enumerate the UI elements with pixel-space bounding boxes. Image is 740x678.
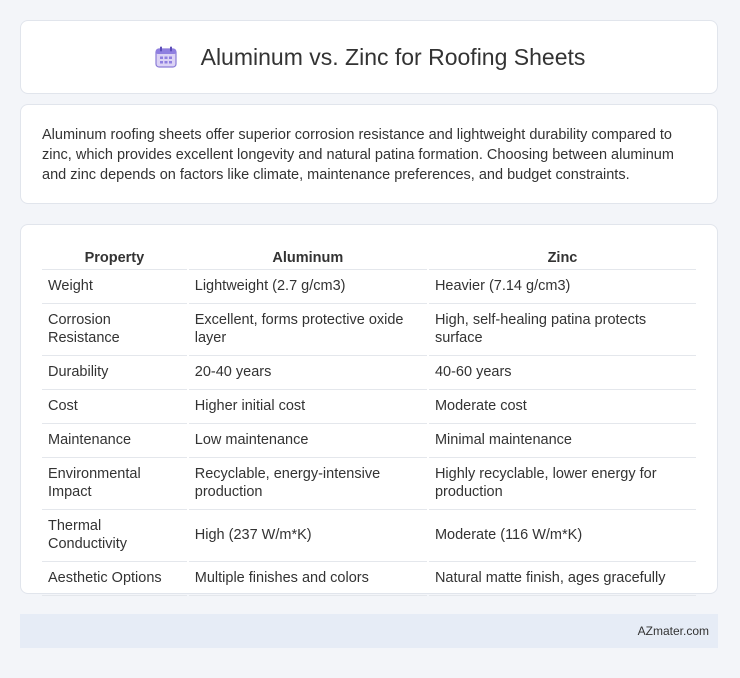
aluminum-cell: Excellent, forms protective oxide layer bbox=[189, 304, 427, 356]
table-row bbox=[42, 458, 696, 510]
aluminum-cell: High (237 W/m*K) bbox=[189, 510, 427, 562]
comparison-table-card bbox=[20, 224, 718, 594]
table-row bbox=[42, 304, 696, 356]
zinc-cell: Highly recyclable, lower energy for production bbox=[429, 458, 696, 510]
footer bbox=[20, 614, 718, 648]
zinc-cell: Heavier (7.14 g/cm3) bbox=[429, 270, 696, 304]
property-cell: Corrosion Resistance bbox=[42, 304, 187, 356]
intro-text: Aluminum roofing sheets offer superior corrosion resistance and lightweight durability compared to zinc, which provides excellent longevity and natural patina formation. Choosing between aluminum and zinc depends on factors like climate, maintenance preferences, and budget constraints. bbox=[42, 127, 674, 183]
property-cell: Maintenance bbox=[42, 424, 187, 458]
comparison-table bbox=[40, 245, 698, 596]
table-row bbox=[42, 510, 696, 562]
table-row bbox=[42, 390, 696, 424]
zinc-cell: Minimal maintenance bbox=[429, 424, 696, 458]
header-card bbox=[20, 20, 718, 94]
property-cell: Weight bbox=[42, 270, 187, 304]
property-cell: Durability bbox=[42, 356, 187, 390]
property-cell: Environmental Impact bbox=[42, 458, 187, 510]
page-title: Aluminum vs. Zinc for Roofing Sheets bbox=[200, 43, 586, 70]
aluminum-cell: Lightweight (2.7 g/cm3) bbox=[189, 270, 427, 304]
zinc-cell: Moderate (116 W/m*K) bbox=[429, 510, 696, 562]
zinc-cell: Moderate cost bbox=[429, 390, 696, 424]
footer-site-link[interactable]: AZmater.com bbox=[637, 624, 709, 638]
zinc-cell: High, self-healing patina protects surface bbox=[429, 304, 696, 356]
aluminum-cell: Recyclable, energy-intensive production bbox=[189, 458, 427, 510]
aluminum-cell: Higher initial cost bbox=[189, 390, 427, 424]
aluminum-cell: Multiple finishes and colors bbox=[189, 562, 427, 596]
column-header-property: Property bbox=[42, 245, 187, 270]
table-header-row bbox=[42, 245, 696, 270]
aluminum-cell: 20-40 years bbox=[189, 356, 427, 390]
table-row bbox=[42, 356, 696, 390]
column-header-zinc: Zinc bbox=[429, 245, 696, 270]
table-row bbox=[42, 270, 696, 304]
property-cell: Aesthetic Options bbox=[42, 562, 187, 596]
property-cell: Thermal Conductivity bbox=[42, 510, 187, 562]
property-cell: Cost bbox=[42, 390, 187, 424]
table-row bbox=[42, 562, 696, 596]
aluminum-cell: Low maintenance bbox=[189, 424, 427, 458]
zinc-cell: Natural matte finish, ages gracefully bbox=[429, 562, 696, 596]
intro-card bbox=[20, 104, 718, 204]
column-header-aluminum: Aluminum bbox=[189, 245, 427, 270]
table-row bbox=[42, 424, 696, 458]
zinc-cell: 40-60 years bbox=[429, 356, 696, 390]
calendar-icon bbox=[153, 44, 179, 70]
